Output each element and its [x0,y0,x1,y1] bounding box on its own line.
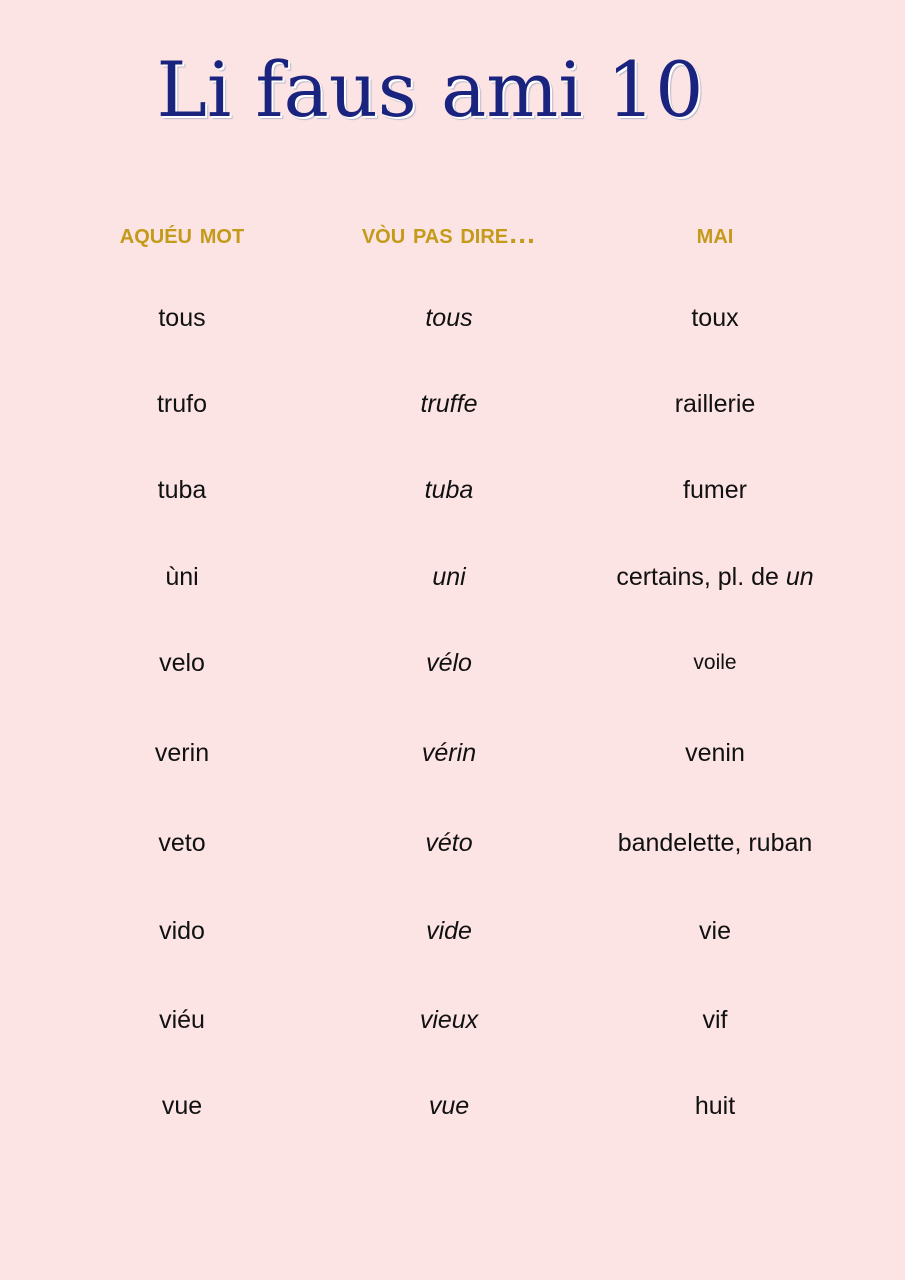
meaning-cell: toux [691,304,739,332]
column-header-meaning: mai [696,218,734,249]
not-meaning-cell: vieux [419,1006,479,1034]
meaning-text: certains, pl. de [616,563,786,591]
word-cell: viéu [159,1006,205,1034]
not-meaning-cell: tuba [424,476,474,504]
meaning-cell: voile [693,651,737,674]
word-cell: tous [158,304,206,332]
meaning-cell: bandelette, ruban [617,829,813,857]
meaning-italic-text: un [785,563,814,591]
word-cell: vue [161,1092,203,1120]
table-row [0,826,905,860]
table-row [0,473,905,507]
meaning-cell: raillerie [674,390,756,418]
meaning-cell: vie [699,917,731,945]
meaning-cell: venin [685,739,745,767]
word-cell: trufo [156,390,208,418]
meaning-cell: huit [694,1092,736,1120]
table-row [0,736,905,770]
column-header-word: aquéu mot [119,218,245,249]
not-meaning-cell: véto [425,829,473,857]
word-cell: verin [154,739,210,767]
meaning-cell [555,560,875,594]
not-meaning-cell: vide [426,917,472,945]
table-row [0,1089,905,1123]
not-meaning-cell: uni [432,563,466,591]
not-meaning-cell: tous [425,304,473,332]
meaning-cell: fumer [683,476,747,504]
table-row [0,301,905,335]
table-row [0,560,905,594]
word-cell: veto [158,829,206,857]
meaning-cell: vif [702,1006,728,1034]
not-meaning-cell: vérin [421,739,477,767]
page-title: Li faus ami 10 [156,45,704,134]
table-row [0,1003,905,1037]
column-header-not-meaning: vòu pas dire… [361,218,537,249]
table-row [0,646,905,680]
table-row [0,387,905,421]
not-meaning-cell: vue [428,1092,470,1120]
not-meaning-cell: truffe [420,390,478,418]
word-cell: vido [159,917,205,945]
table-row [0,914,905,948]
word-cell: ùni [165,563,199,591]
word-cell: velo [159,649,205,677]
not-meaning-cell: vélo [426,649,472,677]
word-cell: tuba [157,476,207,504]
